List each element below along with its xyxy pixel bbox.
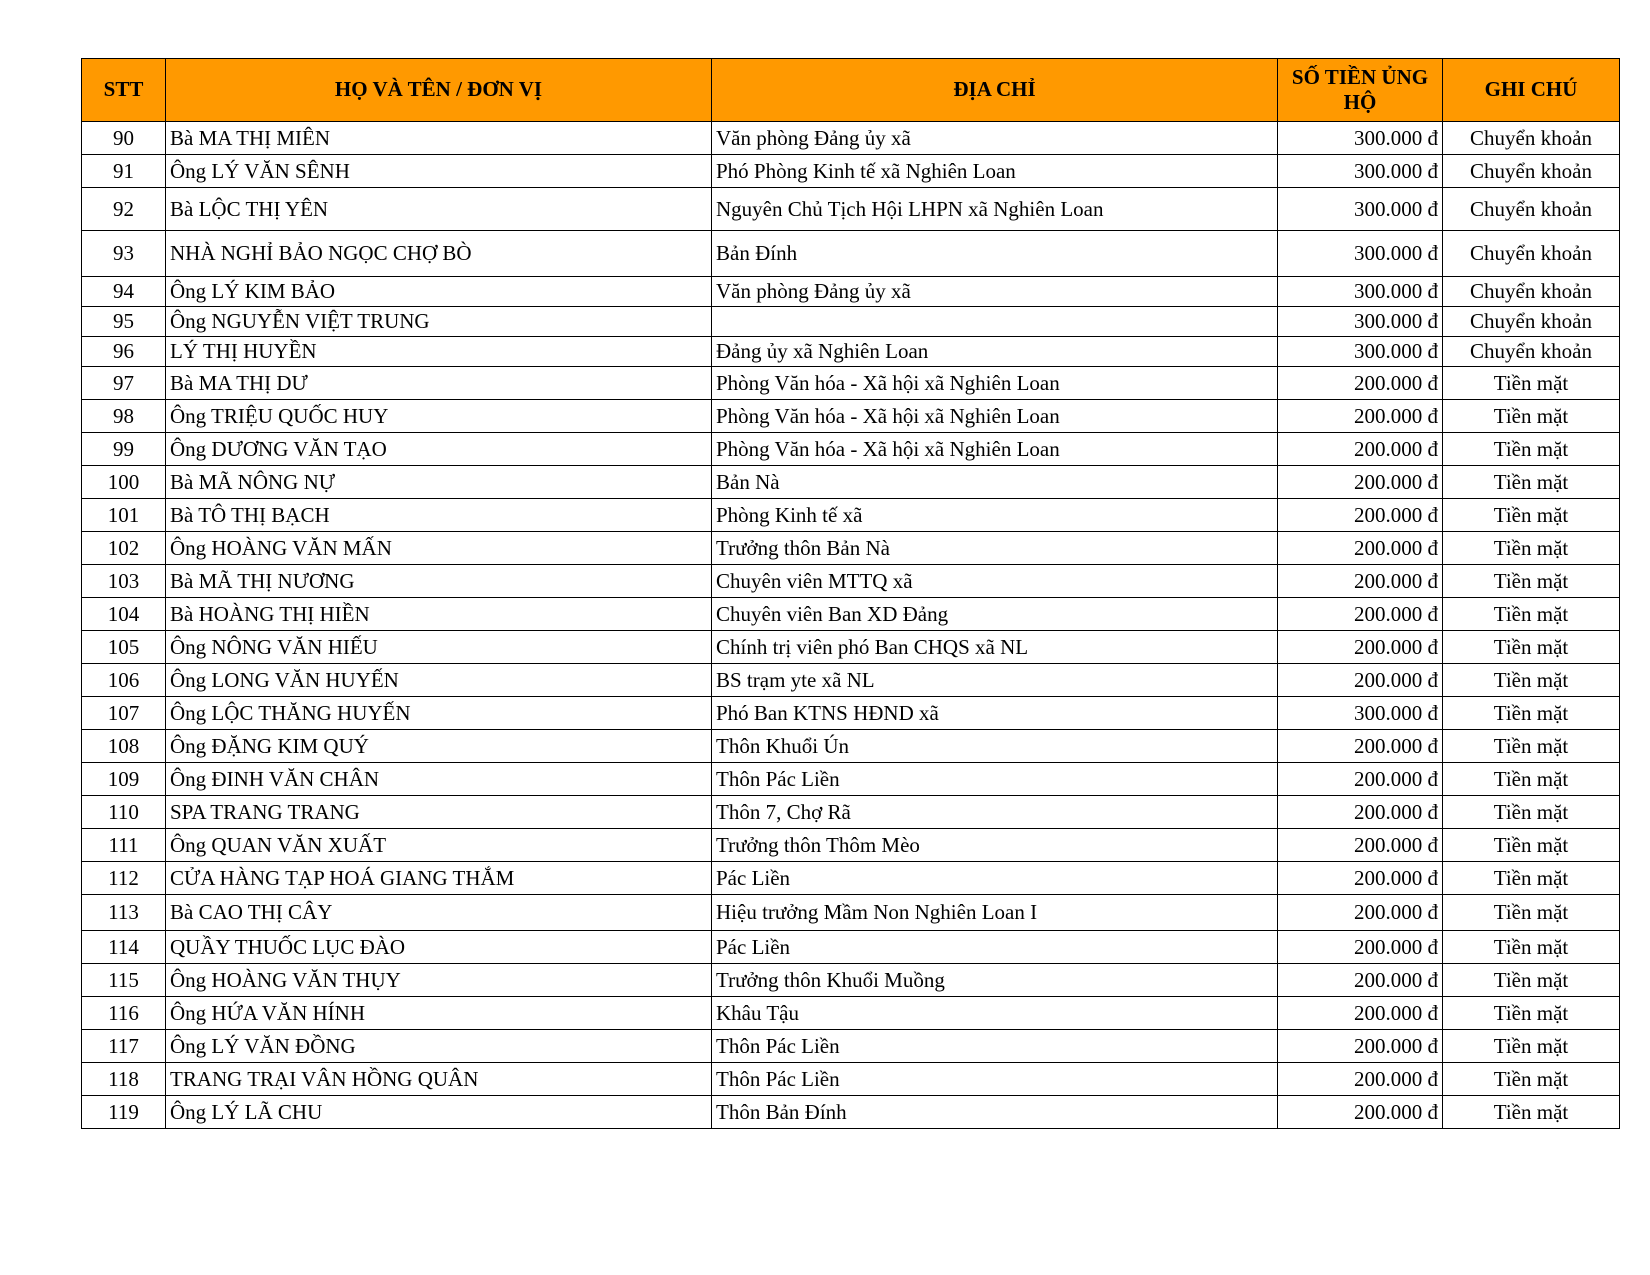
- cell-stt: 116: [82, 997, 166, 1030]
- cell-amount: 300.000 đ: [1278, 277, 1443, 307]
- cell-amount: 200.000 đ: [1278, 367, 1443, 400]
- cell-stt: 112: [82, 862, 166, 895]
- header-note: GHI CHÚ: [1443, 59, 1620, 122]
- cell-amount: 200.000 đ: [1278, 829, 1443, 862]
- table-row: [82, 730, 1620, 763]
- cell-address: Hiệu trưởng Mầm Non Nghiên Loan I: [712, 895, 1278, 931]
- cell-note: Chuyển khoản: [1443, 155, 1620, 188]
- cell-amount: 200.000 đ: [1278, 499, 1443, 532]
- cell-address: Trưởng thôn Thôm Mèo: [712, 829, 1278, 862]
- cell-amount: 200.000 đ: [1278, 466, 1443, 499]
- table-body: [82, 122, 1620, 1129]
- cell-stt: 90: [82, 122, 166, 155]
- table-row: [82, 763, 1620, 796]
- cell-note: Chuyển khoản: [1443, 337, 1620, 367]
- cell-address: Thôn Khuổi Ún: [712, 730, 1278, 763]
- cell-note: Tiền mặt: [1443, 964, 1620, 997]
- cell-amount: 200.000 đ: [1278, 598, 1443, 631]
- cell-address: Chuyên viên Ban XD Đảng: [712, 598, 1278, 631]
- table-row: [82, 631, 1620, 664]
- cell-amount: 200.000 đ: [1278, 664, 1443, 697]
- cell-name: LÝ THỊ HUYỀN: [166, 337, 712, 367]
- cell-stt: 104: [82, 598, 166, 631]
- cell-name: SPA TRANG TRANG: [166, 796, 712, 829]
- cell-address: Phó Ban KTNS HĐND xã: [712, 697, 1278, 730]
- header-address: ĐỊA CHỈ: [712, 59, 1278, 122]
- table-row: [82, 367, 1620, 400]
- cell-name: Ông LÝ LÃ CHU: [166, 1096, 712, 1129]
- table-row: [82, 499, 1620, 532]
- cell-note: Tiền mặt: [1443, 1096, 1620, 1129]
- cell-address: Pác Liền: [712, 931, 1278, 964]
- cell-note: Tiền mặt: [1443, 829, 1620, 862]
- cell-address: Thôn 7, Chợ Rã: [712, 796, 1278, 829]
- cell-note: Chuyển khoản: [1443, 122, 1620, 155]
- cell-name: Ông QUAN VĂN XUẤT: [166, 829, 712, 862]
- cell-note: Chuyển khoản: [1443, 231, 1620, 277]
- table-row: [82, 155, 1620, 188]
- cell-note: Chuyển khoản: [1443, 188, 1620, 231]
- cell-name: TRANG TRẠI VÂN HỒNG QUÂN: [166, 1063, 712, 1096]
- cell-note: Tiền mặt: [1443, 367, 1620, 400]
- cell-note: Tiền mặt: [1443, 598, 1620, 631]
- cell-address: Nguyên Chủ Tịch Hội LHPN xã Nghiên Loan: [712, 188, 1278, 231]
- cell-note: Chuyển khoản: [1443, 307, 1620, 337]
- cell-stt: 97: [82, 367, 166, 400]
- cell-name: CỬA HÀNG TẠP HOÁ GIANG THẮM: [166, 862, 712, 895]
- cell-stt: 115: [82, 964, 166, 997]
- cell-address: Thôn Bản Đính: [712, 1096, 1278, 1129]
- cell-note: Chuyển khoản: [1443, 277, 1620, 307]
- cell-name: Ông NGUYỄN VIỆT TRUNG: [166, 307, 712, 337]
- cell-address: Phòng Văn hóa - Xã hội xã Nghiên Loan: [712, 433, 1278, 466]
- cell-stt: 110: [82, 796, 166, 829]
- cell-amount: 200.000 đ: [1278, 1096, 1443, 1129]
- cell-amount: 300.000 đ: [1278, 697, 1443, 730]
- cell-address: Bản Nà: [712, 466, 1278, 499]
- cell-address: Đảng ủy xã Nghiên Loan: [712, 337, 1278, 367]
- cell-stt: 95: [82, 307, 166, 337]
- cell-note: Tiền mặt: [1443, 532, 1620, 565]
- cell-name: Ông NÔNG VĂN HIẾU: [166, 631, 712, 664]
- cell-address: [712, 307, 1278, 337]
- cell-amount: 200.000 đ: [1278, 1030, 1443, 1063]
- cell-address: Thôn Pác Liền: [712, 1030, 1278, 1063]
- cell-address: Thôn Pác Liền: [712, 1063, 1278, 1096]
- cell-stt: 102: [82, 532, 166, 565]
- cell-stt: 107: [82, 697, 166, 730]
- cell-amount: 200.000 đ: [1278, 433, 1443, 466]
- cell-amount: 300.000 đ: [1278, 307, 1443, 337]
- cell-address: Bản Đính: [712, 231, 1278, 277]
- cell-name: Bà CAO THỊ CÂY: [166, 895, 712, 931]
- header-stt: STT: [82, 59, 166, 122]
- cell-stt: 114: [82, 931, 166, 964]
- cell-amount: 200.000 đ: [1278, 931, 1443, 964]
- table-row: [82, 895, 1620, 931]
- cell-note: Tiền mặt: [1443, 1063, 1620, 1096]
- cell-name: Bà MA THỊ MIÊN: [166, 122, 712, 155]
- cell-name: Ông HOÀNG VĂN MẤN: [166, 532, 712, 565]
- cell-address: Trưởng thôn Khuổi Muồng: [712, 964, 1278, 997]
- cell-note: Tiền mặt: [1443, 664, 1620, 697]
- cell-stt: 96: [82, 337, 166, 367]
- table-row: [82, 931, 1620, 964]
- cell-address: BS trạm yte xã NL: [712, 664, 1278, 697]
- table-row: [82, 598, 1620, 631]
- cell-stt: 98: [82, 400, 166, 433]
- cell-name: Ông LÝ KIM BẢO: [166, 277, 712, 307]
- cell-amount: 300.000 đ: [1278, 155, 1443, 188]
- cell-stt: 91: [82, 155, 166, 188]
- cell-address: Phòng Văn hóa - Xã hội xã Nghiên Loan: [712, 367, 1278, 400]
- cell-address: Phòng Kinh tế xã: [712, 499, 1278, 532]
- cell-note: Tiền mặt: [1443, 763, 1620, 796]
- cell-stt: 111: [82, 829, 166, 862]
- table-row: [82, 829, 1620, 862]
- cell-amount: 200.000 đ: [1278, 862, 1443, 895]
- table-row: [82, 433, 1620, 466]
- cell-note: Tiền mặt: [1443, 931, 1620, 964]
- table-row: [82, 337, 1620, 367]
- cell-amount: 300.000 đ: [1278, 231, 1443, 277]
- table-row: [82, 307, 1620, 337]
- cell-amount: 200.000 đ: [1278, 796, 1443, 829]
- cell-note: Tiền mặt: [1443, 895, 1620, 931]
- table-row: [82, 122, 1620, 155]
- cell-stt: 108: [82, 730, 166, 763]
- cell-name: Ông HỨA VĂN HÍNH: [166, 997, 712, 1030]
- cell-stt: 93: [82, 231, 166, 277]
- table-row: [82, 796, 1620, 829]
- cell-amount: 200.000 đ: [1278, 730, 1443, 763]
- cell-name: Ông LÝ VĂN ĐỒNG: [166, 1030, 712, 1063]
- cell-amount: 200.000 đ: [1278, 895, 1443, 931]
- cell-name: Bà TÔ THỊ BẠCH: [166, 499, 712, 532]
- cell-note: Tiền mặt: [1443, 433, 1620, 466]
- cell-address: Thôn Pác Liền: [712, 763, 1278, 796]
- cell-amount: 200.000 đ: [1278, 565, 1443, 598]
- cell-name: Bà MA THỊ DƯ: [166, 367, 712, 400]
- table-row: [82, 532, 1620, 565]
- cell-stt: 101: [82, 499, 166, 532]
- cell-amount: 200.000 đ: [1278, 631, 1443, 664]
- cell-stt: 119: [82, 1096, 166, 1129]
- table-row: [82, 862, 1620, 895]
- table-row: [82, 466, 1620, 499]
- cell-address: Văn phòng Đảng ủy xã: [712, 122, 1278, 155]
- cell-name: Bà MÃ THỊ NƯƠNG: [166, 565, 712, 598]
- cell-amount: 200.000 đ: [1278, 964, 1443, 997]
- cell-stt: 94: [82, 277, 166, 307]
- cell-stt: 99: [82, 433, 166, 466]
- cell-address: Phòng Văn hóa - Xã hội xã Nghiên Loan: [712, 400, 1278, 433]
- cell-name: Bà LỘC THỊ YÊN: [166, 188, 712, 231]
- table-header: [82, 59, 1620, 122]
- cell-note: Tiền mặt: [1443, 1030, 1620, 1063]
- cell-name: Bà MÃ NÔNG NỰ: [166, 466, 712, 499]
- cell-amount: 300.000 đ: [1278, 122, 1443, 155]
- cell-stt: 118: [82, 1063, 166, 1096]
- table-row: [82, 997, 1620, 1030]
- header-amount: SỐ TIỀN ỦNG HỘ: [1278, 59, 1443, 122]
- cell-amount: 300.000 đ: [1278, 337, 1443, 367]
- table-row: [82, 1096, 1620, 1129]
- cell-name: Ông DƯƠNG VĂN TẠO: [166, 433, 712, 466]
- cell-stt: 92: [82, 188, 166, 231]
- table-row: [82, 565, 1620, 598]
- cell-note: Tiền mặt: [1443, 631, 1620, 664]
- cell-amount: 200.000 đ: [1278, 532, 1443, 565]
- cell-address: Khâu Tậu: [712, 997, 1278, 1030]
- table-row: [82, 188, 1620, 231]
- cell-address: Văn phòng Đảng ủy xã: [712, 277, 1278, 307]
- cell-address: Chính trị viên phó Ban CHQS xã NL: [712, 631, 1278, 664]
- cell-note: Tiền mặt: [1443, 466, 1620, 499]
- cell-stt: 109: [82, 763, 166, 796]
- cell-amount: 200.000 đ: [1278, 997, 1443, 1030]
- cell-stt: 103: [82, 565, 166, 598]
- cell-note: Tiền mặt: [1443, 862, 1620, 895]
- cell-name: Ông TRIỆU QUỐC HUY: [166, 400, 712, 433]
- cell-name: Ông LONG VĂN HUYẾN: [166, 664, 712, 697]
- table-row: [82, 277, 1620, 307]
- table-row: [82, 664, 1620, 697]
- cell-name: Ông ĐINH VĂN CHÂN: [166, 763, 712, 796]
- table-row: [82, 1063, 1620, 1096]
- cell-amount: 200.000 đ: [1278, 763, 1443, 796]
- table-row: [82, 697, 1620, 730]
- table-row: [82, 964, 1620, 997]
- cell-name: Ông ĐẶNG KIM QUÝ: [166, 730, 712, 763]
- cell-name: Ông LÝ VĂN SÊNH: [166, 155, 712, 188]
- cell-note: Tiền mặt: [1443, 730, 1620, 763]
- table-row: [82, 231, 1620, 277]
- cell-address: Chuyên viên MTTQ xã: [712, 565, 1278, 598]
- cell-name: NHÀ NGHỈ BẢO NGỌC CHỢ BÒ: [166, 231, 712, 277]
- cell-note: Tiền mặt: [1443, 499, 1620, 532]
- cell-stt: 117: [82, 1030, 166, 1063]
- cell-note: Tiền mặt: [1443, 796, 1620, 829]
- cell-stt: 106: [82, 664, 166, 697]
- table-row: [82, 1030, 1620, 1063]
- cell-note: Tiền mặt: [1443, 697, 1620, 730]
- cell-address: Trưởng thôn Bản Nà: [712, 532, 1278, 565]
- cell-note: Tiền mặt: [1443, 565, 1620, 598]
- cell-note: Tiền mặt: [1443, 997, 1620, 1030]
- cell-amount: 300.000 đ: [1278, 188, 1443, 231]
- cell-name: Ông HOÀNG VĂN THỤY: [166, 964, 712, 997]
- table-row: [82, 400, 1620, 433]
- header-row: [82, 59, 1620, 122]
- cell-name: Bà HOÀNG THỊ HIỀN: [166, 598, 712, 631]
- cell-name: Ông LỘC THĂNG HUYẾN: [166, 697, 712, 730]
- cell-stt: 105: [82, 631, 166, 664]
- header-name: HỌ VÀ TÊN / ĐƠN VỊ: [166, 59, 712, 122]
- cell-stt: 100: [82, 466, 166, 499]
- cell-note: Tiền mặt: [1443, 400, 1620, 433]
- cell-name: QUẦY THUỐC LỤC ĐÀO: [166, 931, 712, 964]
- cell-stt: 113: [82, 895, 166, 931]
- cell-amount: 200.000 đ: [1278, 1063, 1443, 1096]
- cell-address: Pác Liền: [712, 862, 1278, 895]
- cell-address: Phó Phòng Kinh tế xã Nghiên Loan: [712, 155, 1278, 188]
- cell-amount: 200.000 đ: [1278, 400, 1443, 433]
- donation-table: [81, 58, 1620, 1129]
